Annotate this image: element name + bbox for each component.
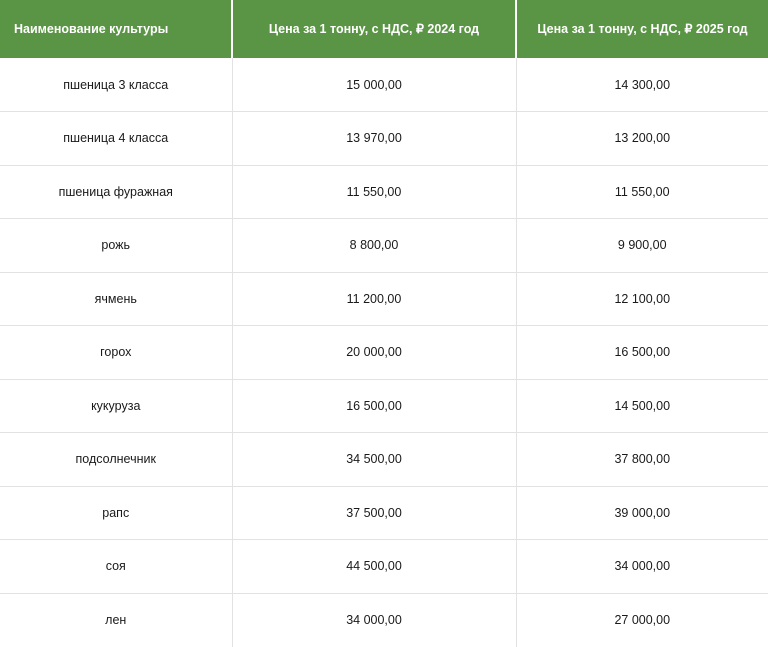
cell-culture-name: пшеница 4 класса (0, 112, 232, 166)
cell-price-2025: 14 300,00 (516, 58, 768, 112)
cell-price-2024: 34 500,00 (232, 433, 516, 487)
cell-price-2025: 34 000,00 (516, 540, 768, 594)
cell-price-2024: 8 800,00 (232, 219, 516, 273)
cell-price-2025: 27 000,00 (516, 593, 768, 647)
table-row (0, 379, 768, 433)
cell-culture-name: соя (0, 540, 232, 594)
cell-culture-name: пшеница фуражная (0, 165, 232, 219)
cell-culture-name: лен (0, 593, 232, 647)
cell-culture-name: рожь (0, 219, 232, 273)
table-row (0, 486, 768, 540)
table-body (0, 58, 768, 647)
cell-price-2025: 39 000,00 (516, 486, 768, 540)
cell-price-2024: 11 550,00 (232, 165, 516, 219)
table-header (0, 0, 768, 58)
cell-price-2024: 13 970,00 (232, 112, 516, 166)
table-row (0, 593, 768, 647)
header-price-2024: Цена за 1 тонну, с НДС, ₽ 2024 год (232, 0, 516, 58)
cell-price-2025: 13 200,00 (516, 112, 768, 166)
cell-price-2025: 16 500,00 (516, 326, 768, 380)
cell-culture-name: ячмень (0, 272, 232, 326)
cell-culture-name: кукуруза (0, 379, 232, 433)
header-culture-name: Наименование культуры (0, 0, 232, 58)
cell-price-2025: 14 500,00 (516, 379, 768, 433)
cell-price-2024: 15 000,00 (232, 58, 516, 112)
cell-culture-name: подсолнечник (0, 433, 232, 487)
cell-culture-name: горох (0, 326, 232, 380)
table-row (0, 433, 768, 487)
table-row (0, 326, 768, 380)
cell-price-2024: 34 000,00 (232, 593, 516, 647)
table-row (0, 58, 768, 112)
cell-price-2024: 44 500,00 (232, 540, 516, 594)
table-row (0, 540, 768, 594)
table-row (0, 112, 768, 166)
cell-price-2025: 9 900,00 (516, 219, 768, 273)
cell-price-2025: 11 550,00 (516, 165, 768, 219)
table-row (0, 272, 768, 326)
cell-price-2024: 11 200,00 (232, 272, 516, 326)
header-price-2025: Цена за 1 тонну, с НДС, ₽ 2025 год (516, 0, 768, 58)
table-row (0, 219, 768, 273)
cell-price-2025: 37 800,00 (516, 433, 768, 487)
cell-culture-name: рапс (0, 486, 232, 540)
cell-price-2024: 16 500,00 (232, 379, 516, 433)
cell-price-2025: 12 100,00 (516, 272, 768, 326)
table-row (0, 165, 768, 219)
cell-culture-name: пшеница 3 класса (0, 58, 232, 112)
header-row (0, 0, 768, 58)
cell-price-2024: 37 500,00 (232, 486, 516, 540)
cell-price-2024: 20 000,00 (232, 326, 516, 380)
